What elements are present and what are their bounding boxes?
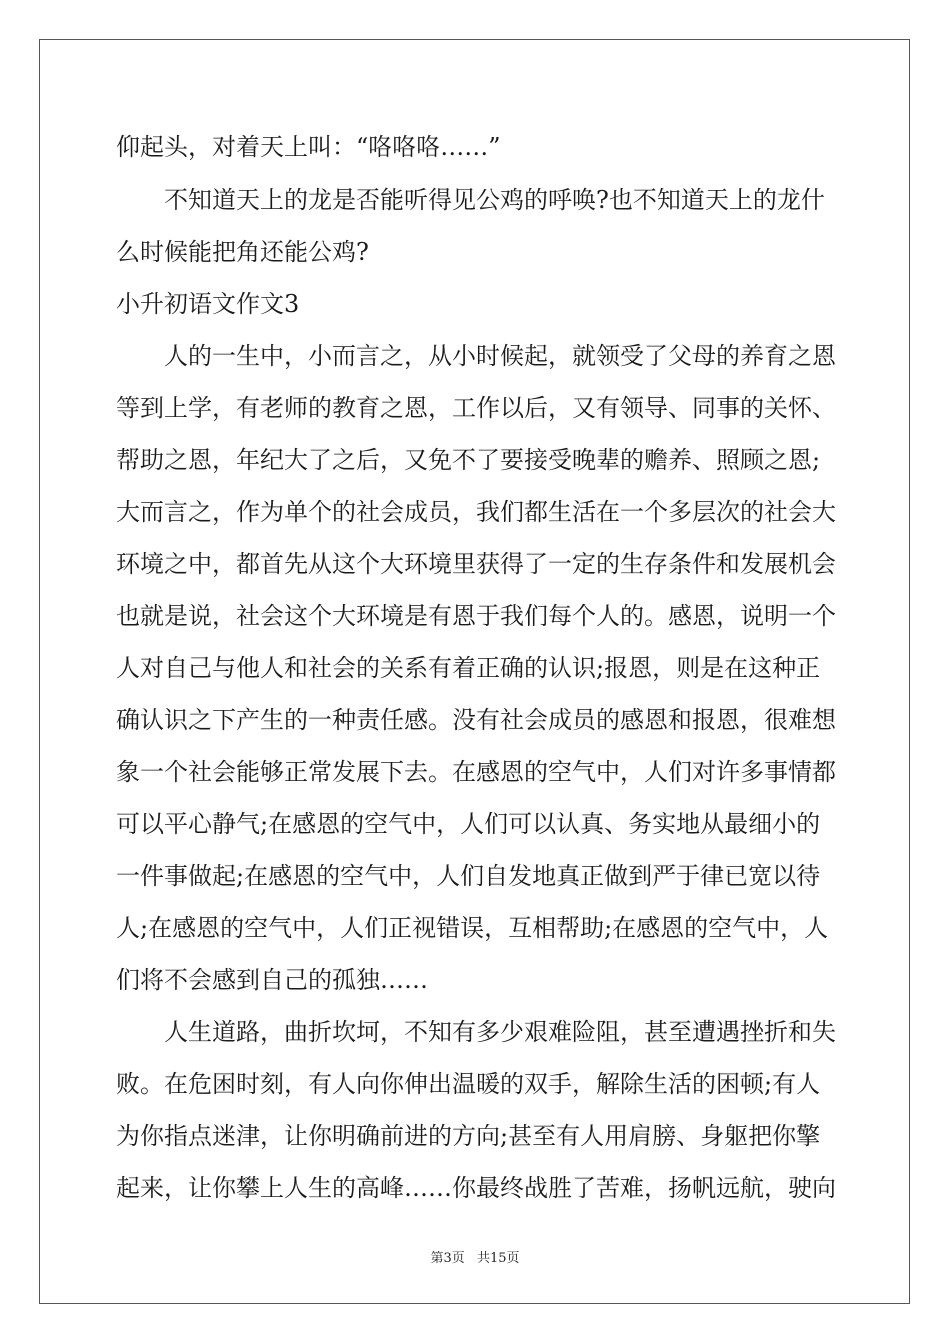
page-number: 第3页 xyxy=(430,1251,465,1266)
text-line: 象一个社会能够正常发展下去。在感恩的空气中，人们对许多事情都 xyxy=(116,758,836,786)
text-line: 人的一生中，小而言之，从小时候起，就领受了父母的养育之恩 xyxy=(164,342,836,370)
text-line: 人;在感恩的空气中，人们正视错误，互相帮助;在感恩的空气中，人 xyxy=(116,914,829,942)
text-line: 人生道路，曲折坎坷，不知有多少艰难险阻，甚至遭遇挫折和失 xyxy=(164,1018,836,1046)
text-line: 败。在危困时刻，有人向你伸出温暖的双手，解除生活的困顿;有人 xyxy=(116,1070,821,1098)
text-line: 人对自己与他人和社会的关系有着正确的认识;报恩，则是在这种正 xyxy=(116,654,821,682)
text-line: 也就是说，社会这个大环境是有恩于我们每个人的。感恩，说明一个 xyxy=(116,602,836,630)
text-line: 为你指点迷津，让你明确前进的方向;甚至有人用肩膀、身躯把你擎 xyxy=(116,1122,821,1150)
text-line: 帮助之恩，年纪大了之后，又免不了要接受晚辈的赡养、照顾之恩; xyxy=(116,446,821,474)
text-line: 大而言之，作为单个的社会成员，我们都生活在一个多层次的社会大 xyxy=(116,498,836,526)
text-line: 么时候能把角还能公鸡? xyxy=(116,238,369,266)
text-line: 仰起头，对着天上叫：“咯咯咯……” xyxy=(116,133,501,161)
text-line: 们将不会感到自己的孤独…… xyxy=(116,966,428,994)
text-line: 环境之中，都首先从这个大环境里获得了一定的生存条件和发展机会 xyxy=(116,550,836,578)
page-footer xyxy=(0,1247,950,1266)
text-line: 可以平心静气;在感恩的空气中，人们可以认真、务实地从最细小的 xyxy=(116,810,821,838)
section-heading: 小升初语文作文3 xyxy=(116,290,300,318)
text-line: 确认识之下产生的一种责任感。没有社会成员的感恩和报恩，很难想 xyxy=(116,706,836,734)
page-total: 共15页 xyxy=(476,1251,520,1266)
text-line: 等到上学，有老师的教育之恩，工作以后，又有领导、同事的关怀、 xyxy=(116,394,836,422)
text-line: 不知道天上的龙是否能听得见公鸡的呼唤?也不知道天上的龙什 xyxy=(164,186,825,214)
text-line: 起来，让你攀上人生的高峰……你最终战胜了苦难，扬帆远航，驶向 xyxy=(116,1174,836,1202)
text-line: 一件事做起;在感恩的空气中，人们自发地真正做到严于律已宽以待 xyxy=(116,862,821,890)
